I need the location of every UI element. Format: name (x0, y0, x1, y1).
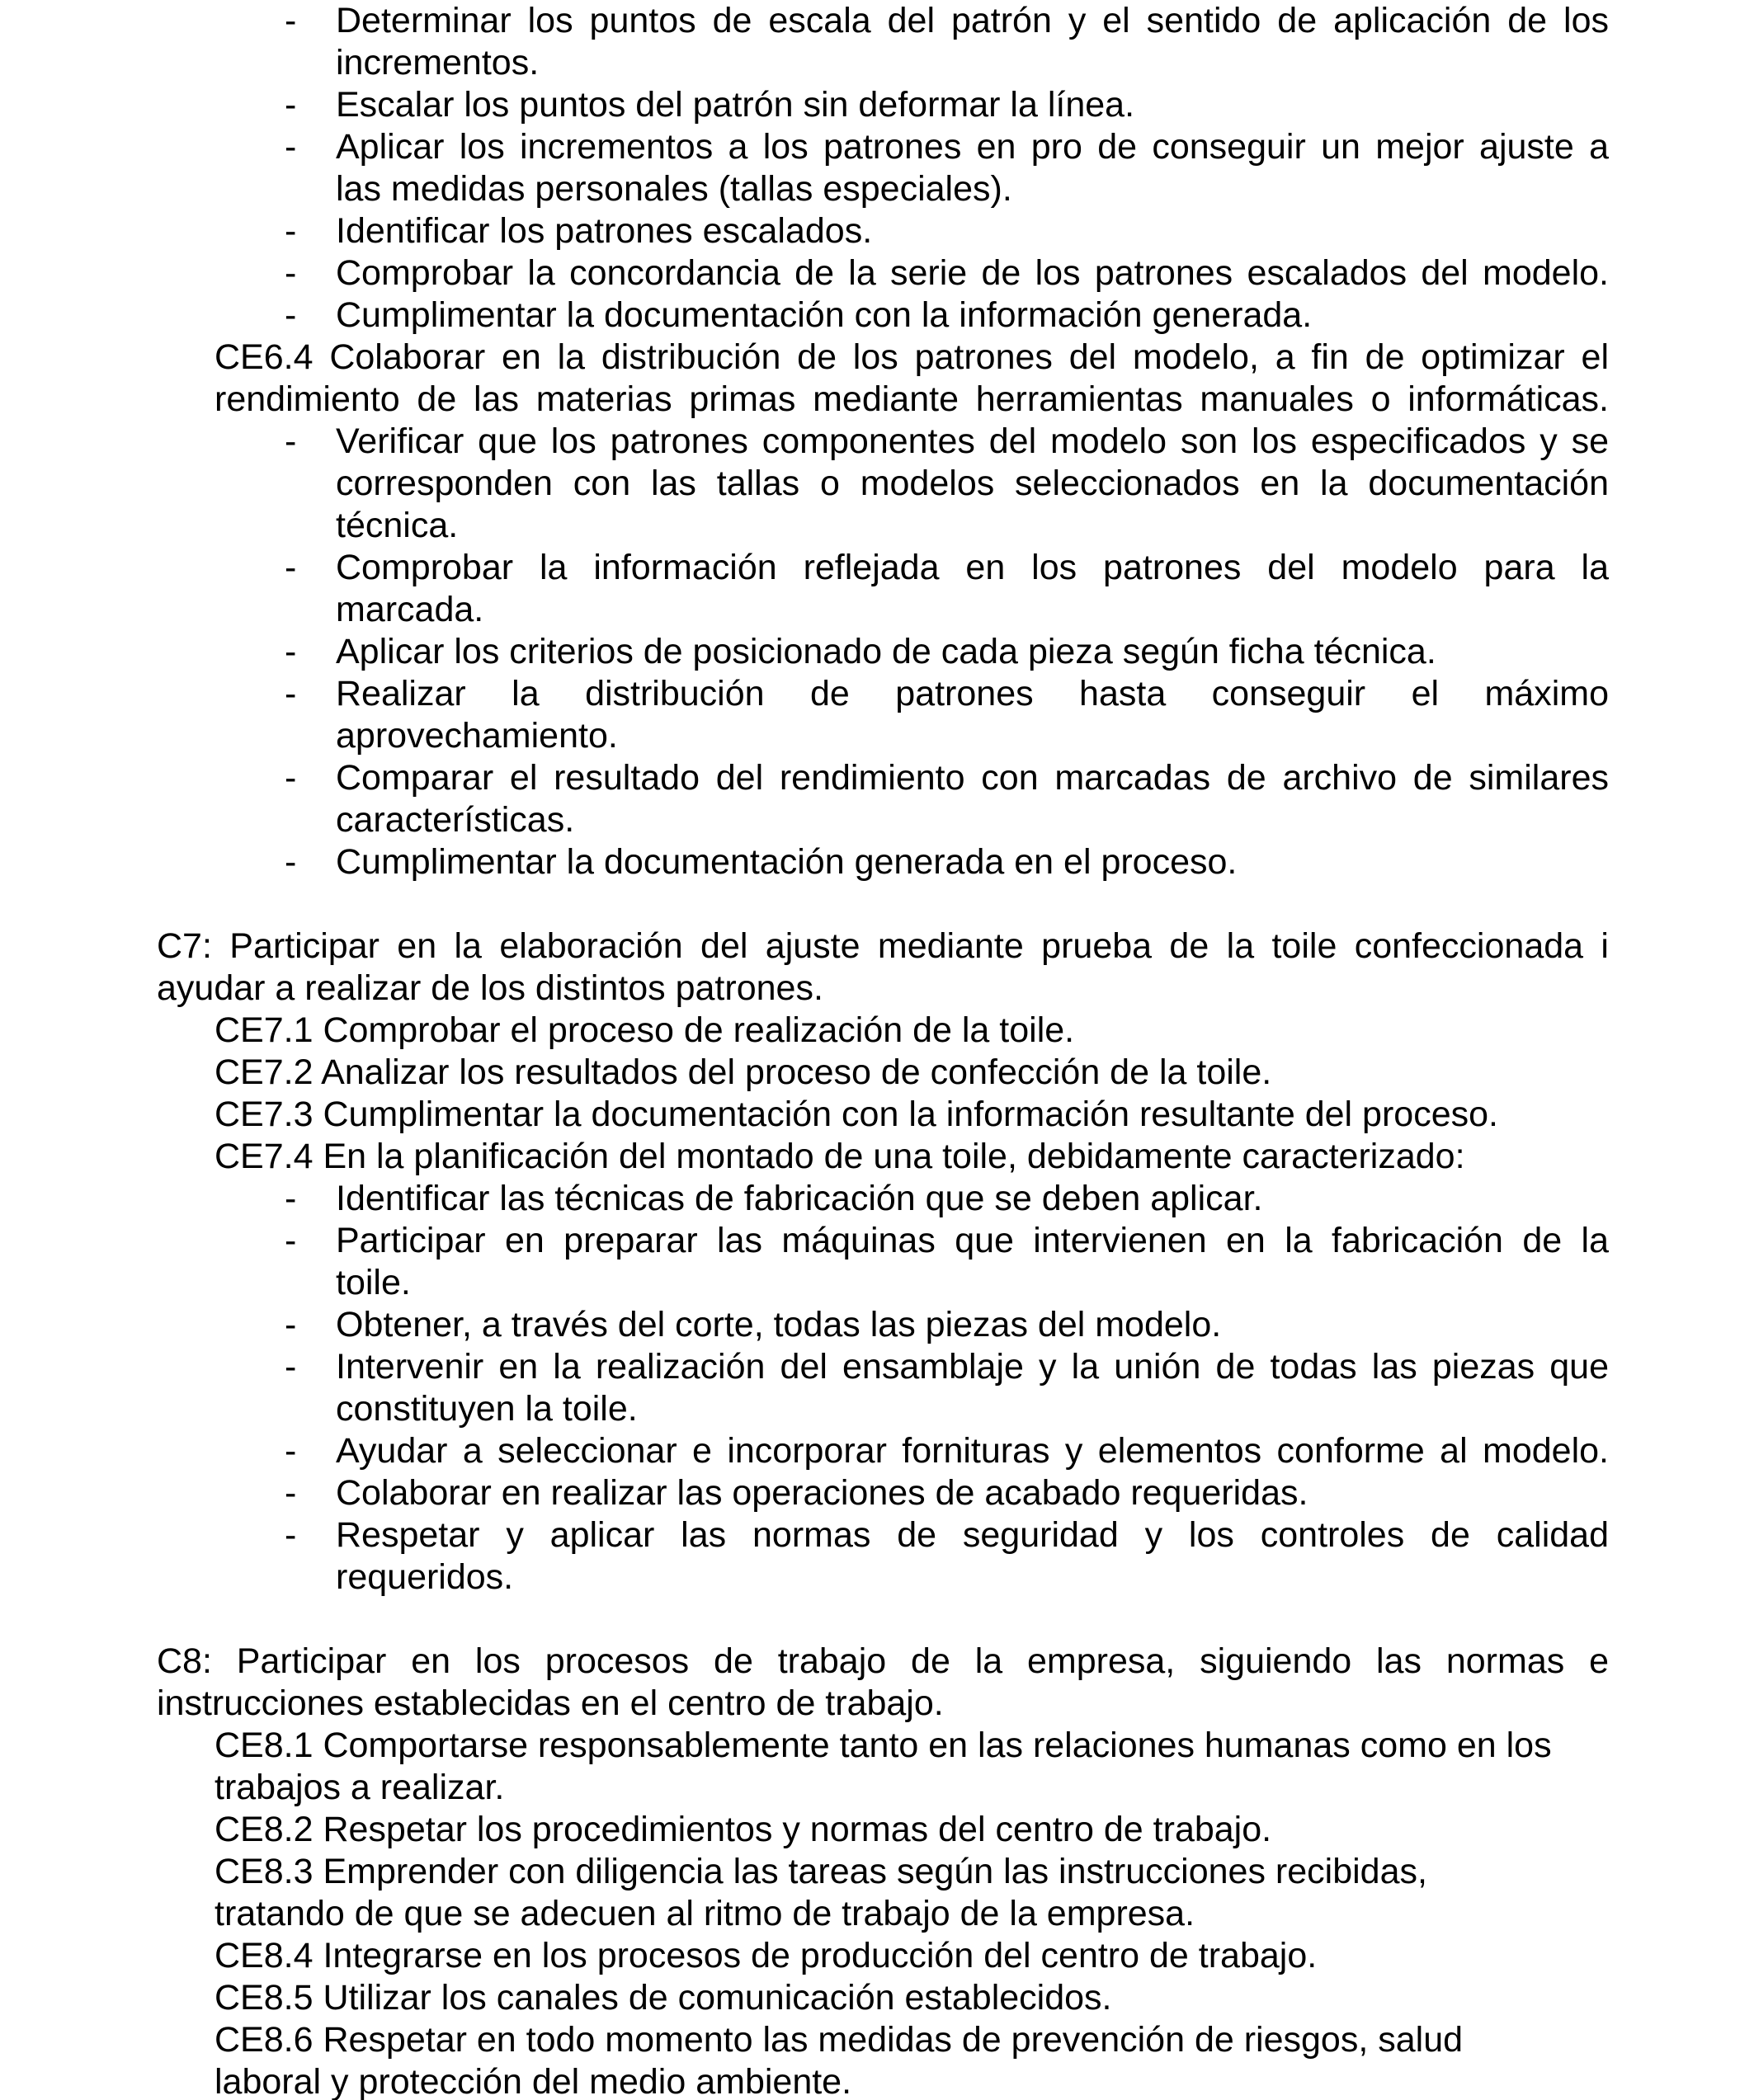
bullet-line (285, 757, 1609, 799)
bullet-line (285, 1304, 1609, 1346)
bullet-line (285, 1472, 1609, 1514)
paragraph-line: CE8.5 Utilizar los canales de comunicación establecidos. (215, 1978, 1112, 2018)
paragraph-line: CE8.1 Comportarse responsablemente tanto en las relaciones humanas como en los (215, 1726, 1552, 1765)
blank-line (157, 883, 1609, 925)
bullet-text: Determinar los puntos de escala del patrón y el sentido de aplicación de los (336, 1, 1609, 40)
document-content (157, 0, 1609, 2100)
bullet-line (285, 421, 1609, 463)
bullet-dash: - (285, 1473, 297, 1513)
bullet-dash: - (285, 211, 297, 251)
bullet-dash: - (285, 548, 297, 587)
bullet-text: Comparar el resultado del rendimiento con marcadas de archivo de similares (336, 758, 1609, 798)
bullet-line (285, 1514, 1609, 1556)
paragraph-line: ayudar a realizar de los distintos patrones. (157, 968, 823, 1008)
bullet-text: Escalar los puntos del patrón sin deformar la línea. (336, 85, 1135, 125)
bullet-dash: - (285, 632, 297, 671)
blank-line (157, 1599, 1609, 1641)
bullet-dash: - (285, 1431, 297, 1471)
bullet-dash: - (285, 1179, 297, 1218)
paragraph-line: CE7.1 Comprobar el proceso de realización de la toile. (215, 1010, 1075, 1050)
paragraph-line: instrucciones establecidas en el centro de trabajo. (157, 1683, 944, 1723)
bullet-line: aprovechamiento. (336, 716, 618, 756)
bullet-line (285, 1346, 1609, 1388)
bullet-text: Participar en preparar las máquinas que intervienen en la fabricación de la (336, 1221, 1609, 1260)
bullet-text: Colaborar en realizar las operaciones de acabado requeridas. (336, 1473, 1308, 1513)
bullet-line (285, 84, 1609, 126)
bullet-dash: - (285, 1221, 297, 1260)
bullet-line: marcada. (336, 590, 484, 629)
bullet-dash: - (285, 758, 297, 798)
bullet-line: incrementos. (336, 43, 540, 82)
bullet-line (285, 1220, 1609, 1262)
bullet-dash: - (285, 842, 297, 882)
bullet-line (285, 0, 1609, 42)
paragraph-line: CE8.3 Emprender con diligencia las tareas según las instrucciones recibidas, (215, 1852, 1427, 1891)
bullet-dash: - (285, 295, 297, 335)
bullet-text: Intervenir en la realización del ensamblaje y la unión de todas las piezas que (336, 1347, 1609, 1387)
bullet-line (285, 294, 1609, 337)
paragraph-line: rendimiento de las materias primas mediante herramientas manuales o informáticas. (215, 379, 1609, 419)
bullet-dash: - (285, 421, 297, 461)
bullet-text: Aplicar los criterios de posicionado de cada pieza según ficha técnica. (336, 632, 1436, 671)
bullet-line (285, 210, 1609, 252)
paragraph-line: CE8.2 Respetar los procedimientos y normas del centro de trabajo. (215, 1810, 1272, 1849)
paragraph-line: C7: Participar en la elaboración del ajuste mediante prueba de la toile confeccionada i (157, 926, 1609, 966)
paragraph-line: CE7.4 En la planificación del montado de una toile, debidamente caracterizado: (215, 1137, 1465, 1176)
bullet-line: corresponden con las tallas o modelos seleccionados en la documentación (336, 464, 1609, 503)
bullet-dash: - (285, 127, 297, 167)
bullet-line (285, 841, 1609, 883)
bullet-dash: - (285, 1305, 297, 1344)
bullet-line (285, 547, 1609, 589)
bullet-text: Cumplimentar la documentación con la información generada. (336, 295, 1313, 335)
bullet-line (285, 252, 1609, 294)
paragraph-line: trabajos a realizar. (215, 1768, 505, 1807)
paragraph-line: CE8.4 Integrarse en los procesos de producción del centro de trabajo. (215, 1936, 1318, 1975)
bullet-text: Comprobar la información reflejada en los patrones del modelo para la (336, 548, 1609, 587)
bullet-dash: - (285, 674, 297, 713)
bullet-line (285, 631, 1609, 673)
paragraph-line: tratando de que se adecuen al ritmo de trabajo de la empresa. (215, 1894, 1195, 1933)
bullet-text: Comprobar la concordancia de la serie de los patrones escalados del modelo. (336, 253, 1609, 293)
bullet-line (285, 126, 1609, 168)
bullet-text: Ayudar a seleccionar e incorporar fornituras y elementos conforme al modelo. (336, 1431, 1609, 1471)
bullet-dash: - (285, 1515, 297, 1555)
paragraph-line: CE6.4 Colaborar en la distribución de los patrones del modelo, a fin de optimizar el (215, 337, 1609, 377)
bullet-line: requeridos. (336, 1557, 514, 1597)
bullet-dash: - (285, 85, 297, 125)
bullet-text: Realizar la distribución de patrones hasta conseguir el máximo (336, 674, 1609, 713)
bullet-dash: - (285, 1347, 297, 1387)
bullet-line: características. (336, 800, 575, 840)
bullet-text: Identificar las técnicas de fabricación que se deben aplicar. (336, 1179, 1263, 1218)
bullet-line: toile. (336, 1263, 411, 1302)
paragraph-line: CE8.6 Respetar en todo momento las medidas de prevención de riesgos, salud (215, 2020, 1464, 2060)
paragraph-line: CE7.2 Analizar los resultados del proceso de confección de la toile. (215, 1052, 1272, 1092)
bullet-line (285, 673, 1609, 715)
bullet-line: las medidas personales (tallas especiales). (336, 169, 1012, 209)
bullet-line (285, 1430, 1609, 1472)
paragraph-line: laboral y protección del medio ambiente. (215, 2062, 852, 2100)
bullet-dash: - (285, 253, 297, 293)
bullet-line (285, 1178, 1609, 1220)
bullet-text: Identificar los patrones escalados. (336, 211, 873, 251)
paragraph-line: C8: Participar en los procesos de trabajo de la empresa, siguiendo las normas e (157, 1641, 1609, 1681)
bullet-line: constituyen la toile. (336, 1389, 638, 1429)
bullet-text: Respetar y aplicar las normas de seguridad y los controles de calidad (336, 1515, 1609, 1555)
bullet-text: Cumplimentar la documentación generada en el proceso. (336, 842, 1238, 882)
bullet-line: técnica. (336, 506, 459, 545)
paragraph-line: CE7.3 Cumplimentar la documentación con la información resultante del proceso. (215, 1095, 1498, 1134)
bullet-text: Obtener, a través del corte, todas las piezas del modelo. (336, 1305, 1222, 1344)
bullet-text: Aplicar los incrementos a los patrones en pro de conseguir un mejor ajuste a (336, 127, 1609, 167)
bullet-text: Verificar que los patrones componentes del modelo son los especificados y se (336, 421, 1609, 461)
bullet-dash: - (285, 1, 297, 40)
